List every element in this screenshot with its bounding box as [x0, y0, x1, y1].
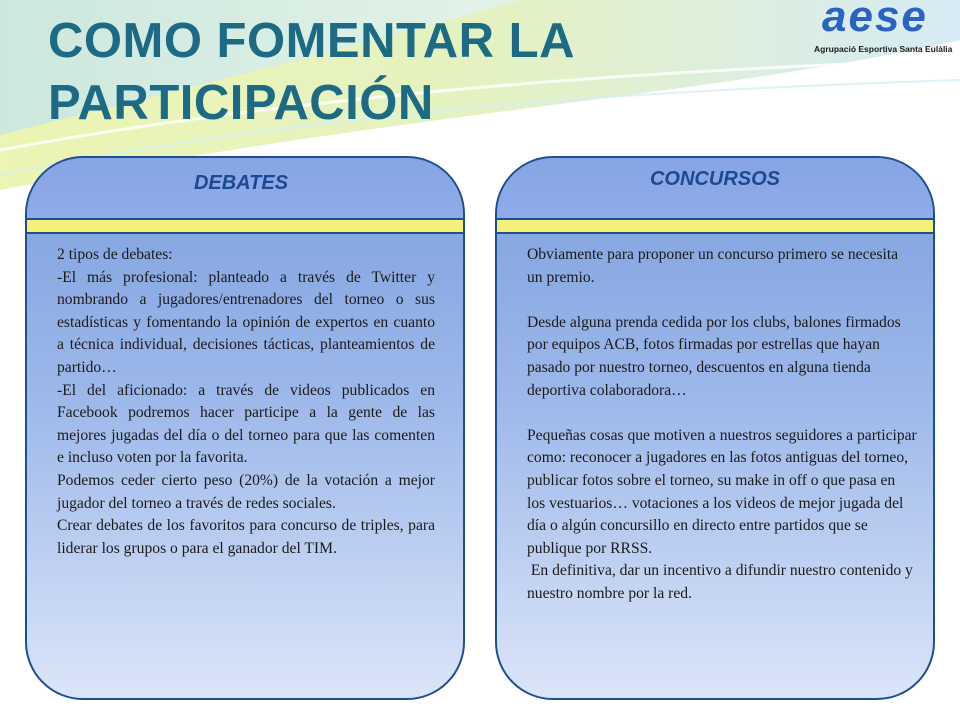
concursos-paragraph: Pequeñas cosas que motiven a nuestros seguidores a participar como: reconocer a jugadores en las fotos antiguas del torneo, publicar fotos sobre el torneo, su make in off o que pasa en los vestuarios… votaciones a los videos de mejor jugada del día o algún concursillo en directo entre partidos que se publique por RRSS. — [527, 426, 917, 557]
concursos-body — [527, 244, 917, 606]
debates-paragraph: Podemos ceder cierto peso (20%) de la votación a mejor jugador del torneo a través de redes sociales. — [57, 471, 435, 512]
concursos-heading: CONCURSOS — [649, 168, 780, 190]
paragraph-spacer — [527, 402, 917, 425]
concursos-header — [497, 158, 933, 218]
aese-logo — [808, 2, 958, 60]
debates-paragraph: -El del aficionado: a través de videos publicados en Facebook podremos hacer participe a la gente de las mejores jugadas del día o del torneo para que las comenten e incluso voten por la favorita. — [57, 381, 435, 467]
concursos-divider-band — [497, 218, 933, 234]
debates-panel — [25, 156, 465, 700]
debates-header — [27, 158, 463, 218]
debates-divider-band — [27, 218, 463, 234]
logo-caption: Agrupació Esportiva Santa Eulàlia — [814, 44, 953, 54]
debates-paragraph: Crear debates de los favoritos para concurso de triples, para liderar los grupos o para el ganador del TIM. — [57, 517, 435, 557]
debates-paragraph: 2 tipos de debates: — [57, 246, 173, 263]
slide-title: COMO FOMENTAR LA PARTICIPACIÓN — [48, 14, 574, 130]
logo-wordmark: aese — [822, 0, 928, 41]
concursos-paragraph: En definitiva, dar un incentivo a difundir nuestro contenido y nuestro nombre por la red. — [527, 562, 917, 602]
debates-body — [57, 244, 435, 560]
paragraph-spacer — [527, 289, 917, 312]
concursos-paragraph: Desde alguna prenda cedida por los clubs, balones firmados por equipos ACB, fotos firmadas por estrellas que hayan pasado por nuestro torneo, descuentos en alguna tienda deportiva colaboradora… — [527, 313, 901, 399]
concursos-paragraph: Obviamente para proponer un concurso primero se necesita un premio. — [527, 246, 899, 286]
debates-heading: DEBATES — [193, 172, 289, 194]
debates-paragraph: -El más profesional: planteado a través de Twitter y nombrando a jugadores/entrenadores del torneo o sus estadísticas y fomentando la opinión de expertos en cuanto a técnica individual, decisiones tácticas, planteamientos de partido… — [57, 268, 435, 376]
concursos-panel — [495, 156, 935, 700]
